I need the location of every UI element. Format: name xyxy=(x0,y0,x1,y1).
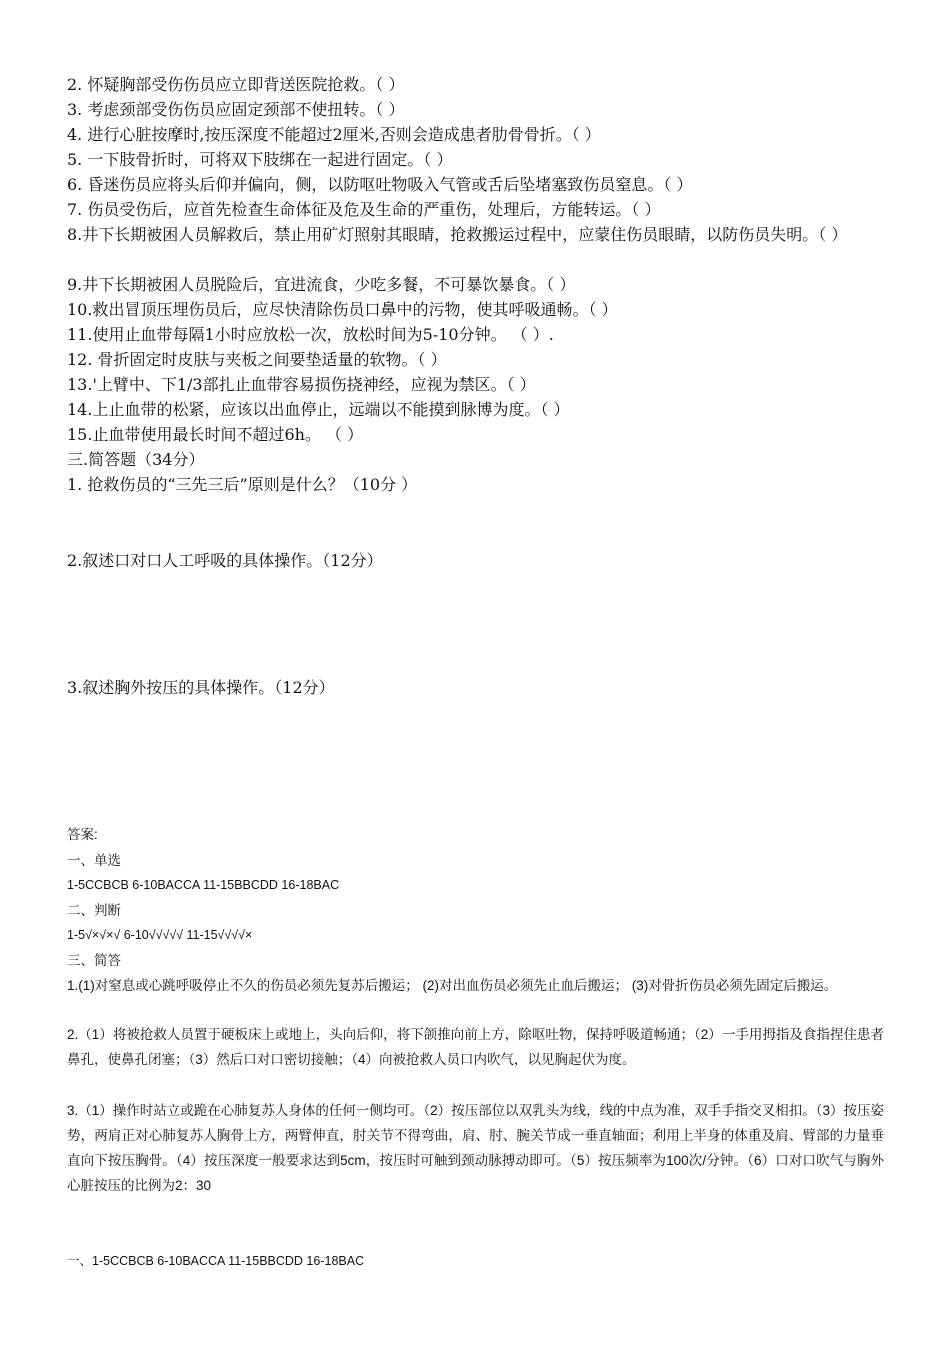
question-2: 2. 怀疑胸部受伤伤员应立即背送医院抢救。（ ） xyxy=(67,75,405,94)
question-8: 8.井下长期被困人员解救后，禁止用矿灯照射其眼睛，抢救搬运过程中，应蒙住伤员眼睛，以防伤员失明。（ ） xyxy=(67,225,848,244)
question-11: 11.使用止血带每隔1小时应放松一次，放松时间为5-10分钟。 （ ）. xyxy=(67,325,554,344)
question-10: 10.救出冒顶压埋伤员后，应尽快清除伤员口鼻中的污物，使其呼吸通畅。（ ） xyxy=(67,300,618,319)
answers-part1-values: 1-5CCBCB 6-10BACCA 11-15BBCDD 16-18BAC xyxy=(67,878,340,892)
question-7: 7. 伤员受伤后，应首先检查生命体征及危及生命的严重伤，处理后，方能转运。（ ） xyxy=(67,200,661,219)
answers-part2-values: 1-5√×√×√ 6-10√√√√√ 11-15√√√√× xyxy=(67,928,253,942)
answer-1: 1.(1)对窒息或心跳呼吸停止不久的伤员必须先复苏后搬运； (2)对出血伤员必须先止血后搬运； (3)对骨折伤员必须先固定后搬运。 xyxy=(67,978,838,993)
question-6: 6. 昏迷伤员应将头后仰并偏向，侧，以防呕吐物吸入气管或舌后坠堵塞致伤员窒息。（ ） xyxy=(67,175,693,194)
question-13: 13.'上臂中、下1/3部扎止血带容易损伤挠神经，应视为禁区。（ ） xyxy=(67,375,536,394)
question-15: 15.止血带使用最长时间不超过6h。 （ ） xyxy=(67,425,364,444)
question-12: 12. 骨折固定时皮肤与夹板之间要垫适量的软物。（ ） xyxy=(67,350,447,369)
answer-3: 3.（1）操作时站立或跪在心肺复苏人身体的任何一侧均可。（2）按压部位以双乳头为线，线的中点为准，双手手指交叉相扣。（3）按压姿势，两肩正对心肺复苏人胸骨上方，两臂伸直，肘关节不得弯曲，肩、肘、腕关节成一垂直轴面；利用上半身的体重及肩、臂部的力量垂直向下按压胸骨。（4）按压深度一般要求达到5cm，按压时可触到颈动脉搏动即可。（5）按压频率为100次/分钟。（6）口对口吹气与胸外心脏按压的比例为2：30 xyxy=(67,1103,884,1193)
short-question-2: 2.叙述口对口人工呼吸的具体操作。（12分） xyxy=(67,551,383,570)
answers-title: 答案: xyxy=(67,827,98,842)
answer-2: 2.（1）将被抢救人员置于硬板床上或地上，头向后仰，将下颌推向前上方，除呕吐物，保持呼吸道畅通；（2）一手用拇指及食指捏住患者鼻孔，使鼻孔闭塞；（3）然后口对口密切接触；（4）向被抢救人员口内吹气，以见胸起伏为度。 xyxy=(67,1027,884,1067)
answers-part2-label: 二、判断 xyxy=(67,903,121,918)
question-9: 9.井下长期被困人员脱险后，宜进流食，少吃多餐，不可暴饮暴食。（ ） xyxy=(67,275,576,294)
short-question-3: 3.叙述胸外按压的具体操作。（12分） xyxy=(67,678,335,697)
section-3-title: 三.简答题（34分） xyxy=(67,450,205,469)
answers-part1-label: 一、单选 xyxy=(67,853,121,868)
short-question-1: 1. 抢救伤员的“三先三后”原则是什么？（10分 ） xyxy=(67,475,418,494)
question-4: 4. 进行心脏按摩时,按压深度不能超过2厘米,否则会造成患者肋骨骨折。（ ） xyxy=(67,125,601,144)
answers-part3-label: 三、简答 xyxy=(67,953,121,968)
question-5: 5. 一下肢骨折时，可将双下肢绑在一起进行固定。（ ） xyxy=(67,150,453,169)
question-14: 14.上止血带的松紧，应该以出血停止，远端以不能摸到脉博为度。（ ） xyxy=(67,400,570,419)
answers-footer-line: 一、1-5CCBCB 6-10BACCA 11-15BBCDD 16-18BAC xyxy=(67,1254,365,1268)
question-3: 3. 考虑颈部受伤伤员应固定颈部不使扭转。（ ） xyxy=(67,100,405,119)
